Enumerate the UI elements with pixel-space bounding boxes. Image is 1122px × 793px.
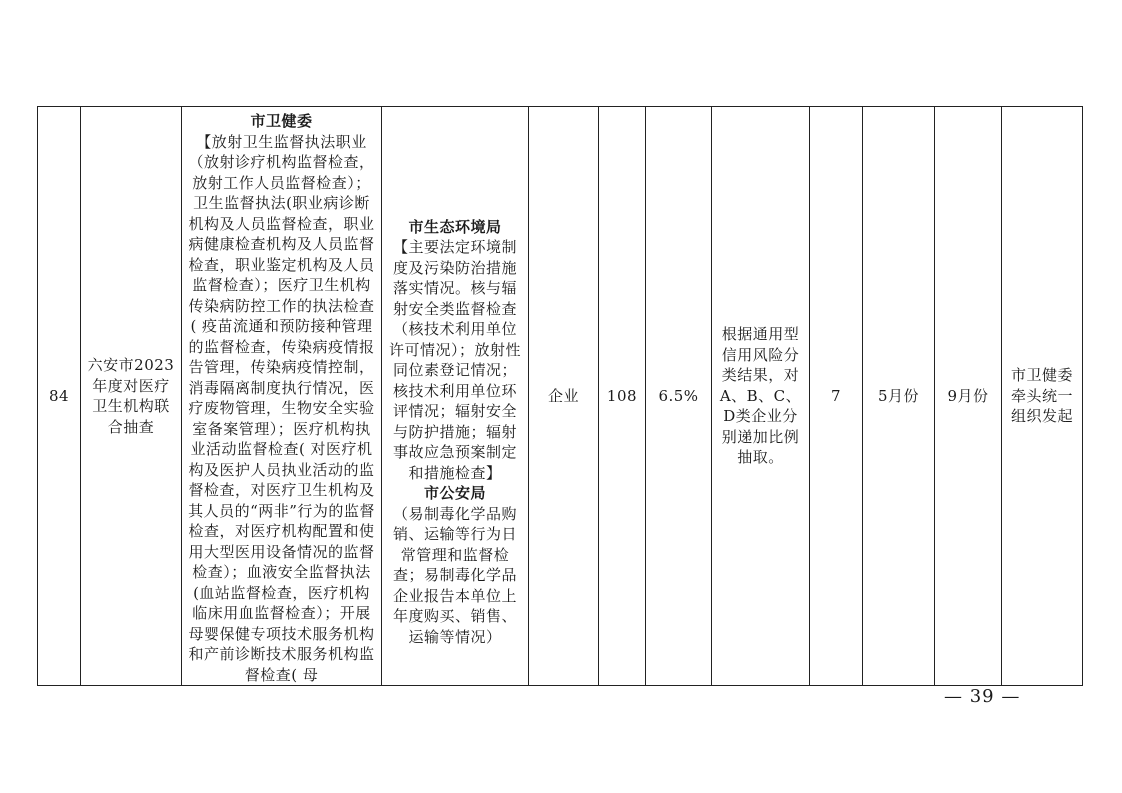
other-depts-cell	[382, 107, 529, 686]
object-type-cell	[529, 107, 599, 686]
object-type: 企业	[547, 386, 579, 405]
object-count: 108	[606, 386, 638, 405]
start-month-cell	[863, 107, 935, 686]
row-index-cell	[38, 107, 81, 686]
ratio-cell	[646, 107, 712, 686]
sampling-ratio: 6.5%	[658, 386, 699, 405]
table-row	[38, 107, 1083, 686]
row-index: 84	[48, 386, 70, 405]
page-number: — 39 —	[944, 686, 1021, 707]
task-name-cell	[81, 107, 182, 686]
end-month-cell	[935, 107, 1002, 686]
dept-content-eco: 【主要法定环境制度及污染防治措施落实情况。核与辐射安全类监督检查（核技术利用单位许可情况）；放射性同位素登记情况；核技术利用单位环评情况；辐射安全与防护措施；辐射事故应急预案制定和措施检查】	[388, 238, 521, 482]
dept-name-police: 市公安局	[423, 484, 486, 503]
dept-name-eco: 市生态环境局	[408, 217, 502, 236]
primary-dept-cell	[182, 107, 382, 686]
inspection-table	[37, 106, 1083, 686]
lead-cell	[1002, 107, 1083, 686]
count-cell	[599, 107, 646, 686]
task-name: 六安市2023年度对医疗卫生机构联合抽查	[87, 356, 175, 436]
batch-count: 7	[830, 386, 842, 405]
end-month: 9月份	[947, 386, 989, 405]
start-month: 5月份	[877, 386, 920, 405]
lead-organizer: 市卫健委牵头统一组织发起	[1010, 366, 1073, 426]
sampling-method: 根据通用型信用风险分类结果，对A、B、C、D类企业分别递加比例抽取。	[719, 325, 802, 467]
method-cell	[712, 107, 810, 686]
batches-cell	[810, 107, 863, 686]
primary-dept-content: 【放射卫生监督执法职业（放射诊疗机构监督检查，放射工作人员监督检查）；卫生监督执法(职业病诊断机构及人员监督检查，职业病健康检查机构及人员监督检查，职业鉴定机构及人员监督检查）；医疗卫生机构传染病防控工作的执法检查( 疫苗流通和预防接种管理的监督检查，传染病疫情报告管理，传染病疫情控制，消毒隔离制度执行情况，医疗废物管理，生物安全实验室备案管理）；医疗机构执业活动监督检查( 对医疗机构及医护人员执业活动的监督检查，对医疗卫生机构及其人员的“两非”行为的监督检查，对医疗机构配置和使用大型医用设备情况的监督检查）；血液安全监督执法(血站监督检查，医疗机构临床用血监督检查）；开展母婴保健专项技术服务机构和产前诊断技术服务机构监督检查( 母	[188, 132, 375, 684]
dept-content-police: （易制毒化学品购销、运输等行为日常管理和监督检查；易制毒化学品企业报告本单位上年度购买、销售、运输等情况）	[392, 504, 517, 646]
primary-dept-name: 市卫健委	[250, 112, 313, 130]
